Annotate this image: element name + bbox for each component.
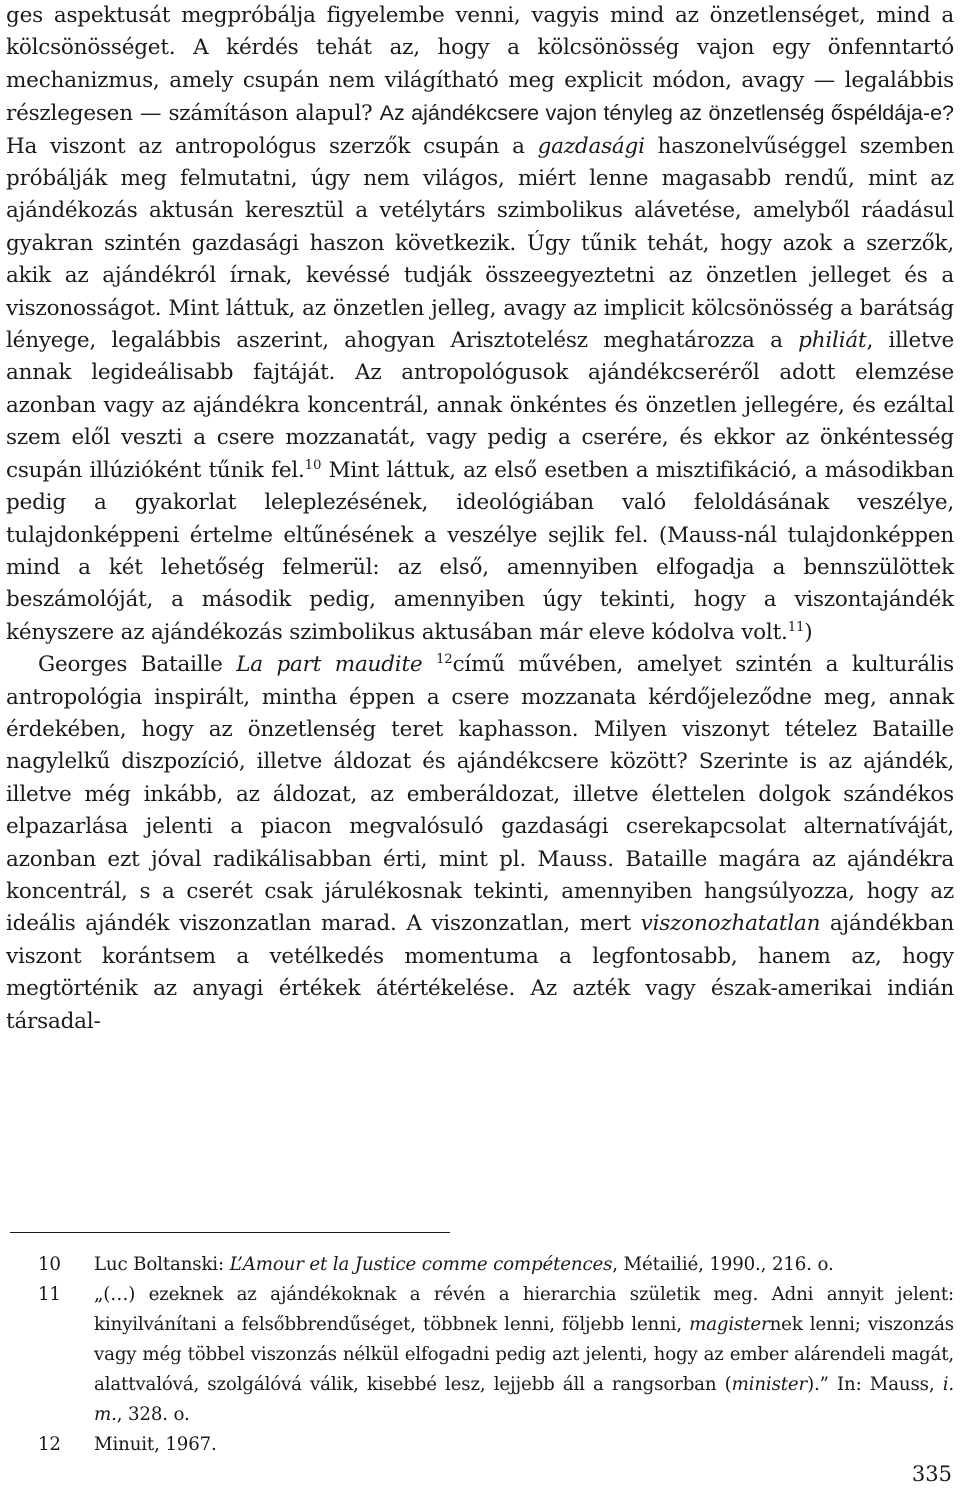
text-segment: Minuit, 1967.	[94, 1434, 217, 1455]
text-segment: A kérdés tehát az, hogy a kölcsönösség vajon egy önfenntartó mechanizmus, amely csupán nem világítható meg explicit módon, avagy — legalábbis részlegesen — számításon alapul?	[6, 35, 954, 127]
text-segment: Ha viszont az antropológus szerzők csupán a	[6, 133, 525, 159]
text-segment: )	[804, 619, 813, 645]
footnote-separator	[10, 1232, 450, 1233]
italic-term: minister	[731, 1374, 808, 1395]
text-segment: Mint láttuk, az első esetben a misztifikáció, a másodikban pedig a gyakorlat leleplezésének, ideológiában való feloldásának veszélye, tulajdonképpeni értelme eltűnésének a veszélye sejlik fel. (Mauss-nál tulajdonképpen mind a két lehetőség felmerül: az első, amennyiben elfogadja a bennszülöttek beszámolóját, a második pedig, amennyiben úgy tekinti, hogy a viszontajándék kényszere az ajándékozás szimbolikus aktusában már eleve kódolva volt.	[6, 457, 954, 645]
italic-term: gazdasági	[537, 133, 645, 159]
footnote-10	[6, 1250, 954, 1280]
footnote-ref[interactable]: 12	[436, 651, 453, 667]
text-segment: Luc Boltanski:	[94, 1254, 230, 1275]
footnote-ref[interactable]: 11	[787, 619, 805, 635]
italic-term: magister	[689, 1314, 770, 1335]
footnote-number: 10	[38, 1254, 61, 1275]
footnote-number: 11	[38, 1284, 61, 1305]
text-segment: ges aspektusát megpróbálja figyelembe venni, vagyis mind az önzetlenséget, mind a kölcsönösséget.	[6, 3, 954, 61]
text-segment: Az ajándékcsere vajon tényleg az önzetlenség őspéldája-e?	[379, 101, 955, 126]
text-segment: „(…) ezeknek az ajándékoknak a révén a hierarchia születik meg. Adni annyit jelent: kinyilvánítani a felsőbbrendűséget, többnek lenni, följebb lenni,	[94, 1284, 954, 1335]
footnote-12	[6, 1430, 954, 1460]
italic-term: philiát	[798, 328, 867, 354]
text-segment: című művében, amelyet szintén a kulturális antropológia inspirált, mintha éppen a csere mozzanata kérdőjeleződne meg, annak érdekében, hogy az önzetlenség teret kaphasson. Milyen viszonyt tételez Bataille nagylelkű diszpozíció, illetve áldozat és ajándékcsere között? Szerinte is az ajándék, illetve még inkább, az áldozat, az emberáldozat, illetve élettelen dolgok szándékos elpazarlása jelenti a piacon megvalósuló gazdasági cserekapcsolat alternatíváját, azonban ezt jóval radikálisabban érti, mint pl. Mauss. Bataille magára az ajándékra koncentrál, s a cserét csak járulékosnak tekinti, amennyiben hangsúlyozza, hogy az ideális ajándék viszonzatlan marad. A viszonzatlan, mert	[6, 652, 954, 937]
text-segment: haszonelvűséggel szemben próbálják meg felmutatni, úgy nem világos, miért lenne magasabb rendű, mint az ajándékozás aktusán keresztül a vetélytárs szimbolikus alávetése, amelyből ráadásul gyakran szintén gazdasági haszon következik. Úgy tűnik tehát, hogy azok a szerzők, akik az ajándékról írnak, kevéssé tudják összeegyeztetni az önzetlen jelleget és a viszonosságot. Mint láttuk, az önzetlen jelleg, avagy az implicit kölcsönösség a barátság lényege, legalábbis aszerint, ahogyan Arisztotelész meghatározza a	[6, 133, 955, 354]
text-segment: nek lenni; viszonzás vagy még többel viszonzás nélkül elfogadni pedig azt jelenti, hogy az ember alárendeli magát, alattvalóvá, szolgálóvá válik, kisebbé lesz, lejjebb áll a rangsorban (	[94, 1314, 954, 1395]
italic-title: L’Amour et la Justice comme compétences	[229, 1254, 613, 1275]
footnote-11	[6, 1280, 954, 1430]
italic-term: i. m.	[94, 1374, 954, 1425]
book-title: La part maudite	[236, 652, 423, 678]
text-segment: ).” In: Mauss,	[807, 1374, 943, 1395]
footnote-ref[interactable]: 10	[304, 457, 322, 473]
page	[6, 0, 954, 1038]
footnotes	[6, 1250, 954, 1460]
text-segment: Georges Bataille	[38, 652, 237, 678]
text-segment: , Métailié, 1990., 216. o.	[612, 1254, 834, 1275]
text-segment: ajándékban viszont korántsem a vetélkedés momentuma a legfontosabb, hanem az, hogy megtörténik az anyagi értékek átértékelése. Az azték vagy észak-amerikai indián társadal-	[6, 911, 955, 1034]
paragraph-1	[6, 0, 954, 649]
text-segment: , illetve annak legideálisabb fajtáját. Az antropológusok ajándékcseréről adott elemzése azonban vagy az ajándékra koncentrál, annak önkéntes és önzetlen jellegére, és ezáltal szem elől veszti a csere mozzanatát, vagy pedig a cserére, és ekkor az önkéntesség csupán illúzióként tűnik fel.	[6, 328, 954, 483]
page-number: 335	[911, 1462, 952, 1486]
paragraph-2	[6, 649, 954, 1038]
main-text	[6, 0, 954, 1038]
footnote-number: 12	[38, 1434, 61, 1455]
italic-term: viszonozhatatlan	[640, 911, 821, 937]
text-segment: , 328. o.	[116, 1404, 190, 1425]
